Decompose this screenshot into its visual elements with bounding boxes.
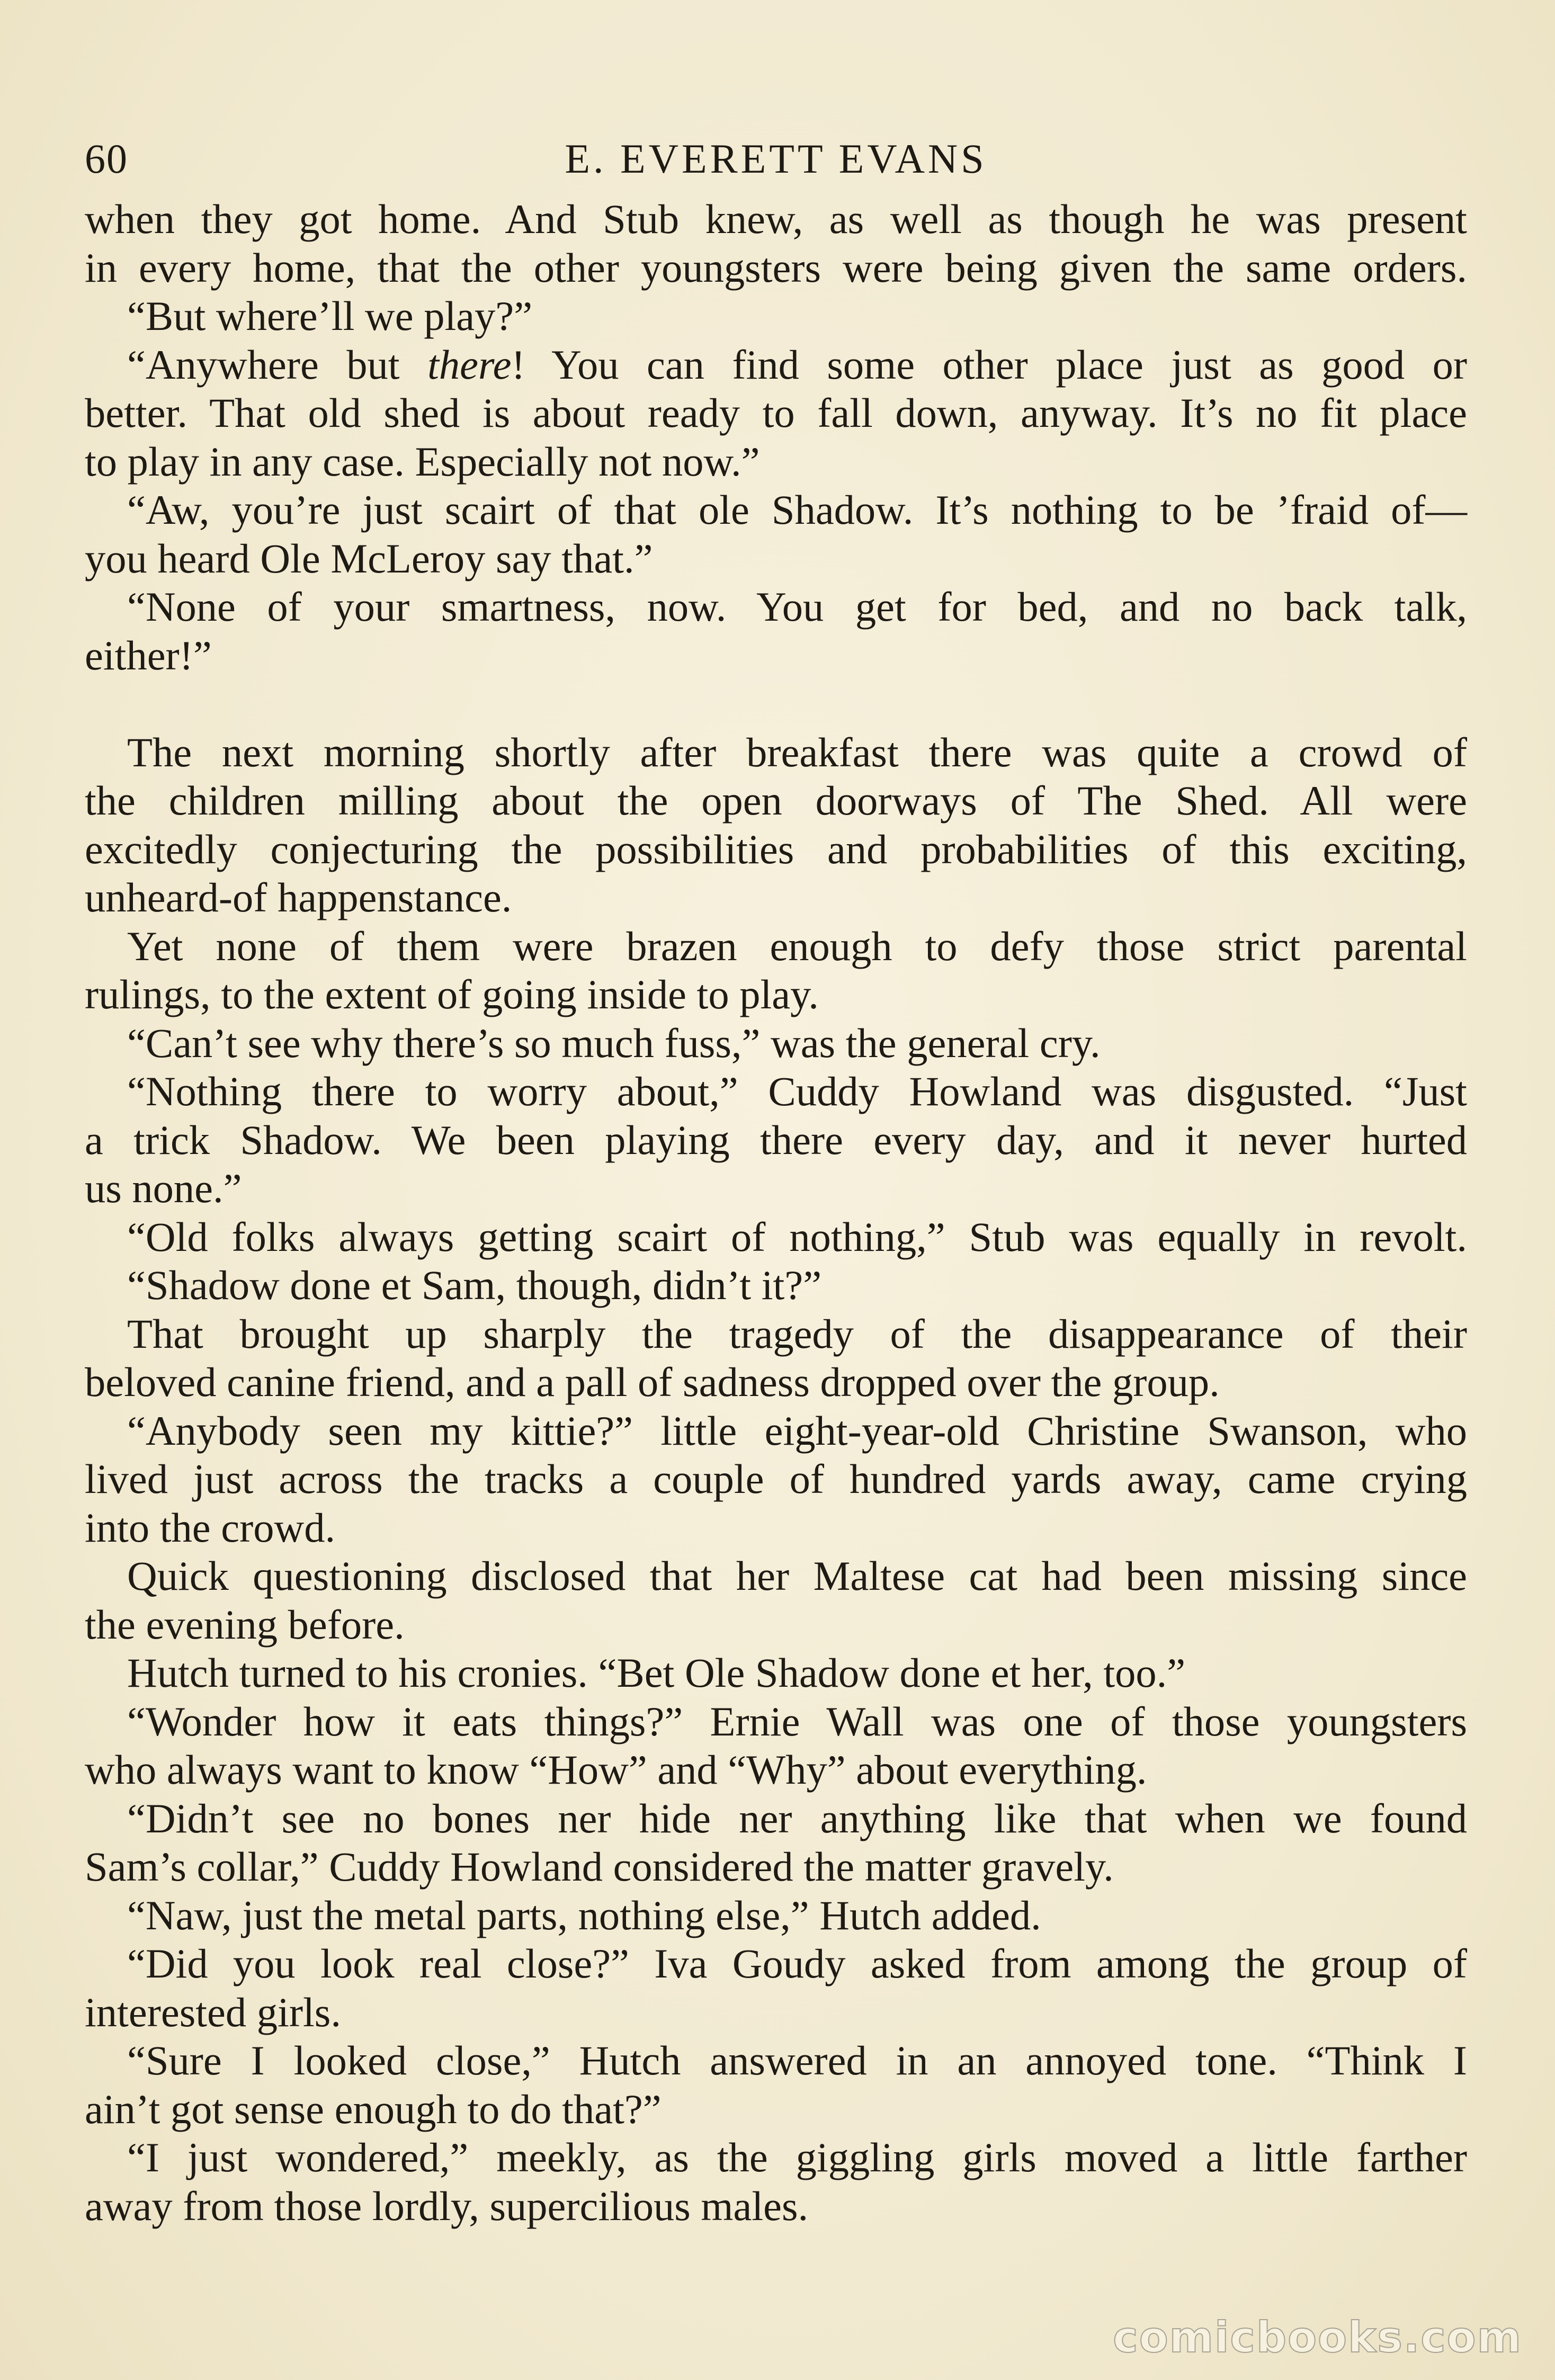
text-line: Quick questioning disclosed that her Maltese cat had been missing since xyxy=(127,1553,1467,1599)
text-line: “Aw, you’re just scairt of that ole Shadow. It’s nothing to be ’fraid of— xyxy=(127,487,1467,533)
text-line: Hutch turned to his cronies. “Bet Ole Shadow done et her, too.” xyxy=(127,1650,1186,1696)
italic-word: there xyxy=(427,341,512,388)
text-line: “But where’ll we play?” xyxy=(127,293,533,339)
text-line: “Old folks always getting scairt of nothing,” Stub was equally in revolt. xyxy=(127,1213,1467,1260)
text-line: “Did you look real close?” Iva Goudy asked from among the group of xyxy=(127,1940,1467,1987)
text-line: in every home, that the other youngsters were being given the same orders. xyxy=(85,244,1467,291)
text-segment: ! You can find some other place just as good or xyxy=(511,341,1467,388)
text-line: the children milling about the open doorways of The Shed. All were xyxy=(85,777,1467,824)
text-line: you heard Ole McLeroy say that.” xyxy=(85,535,653,581)
text-line: “Nothing there to worry about,” Cuddy Howland was disgusted. “Just xyxy=(127,1068,1467,1114)
page-number: 60 xyxy=(85,136,128,182)
text-line: “Shadow done et Sam, though, didn’t it?” xyxy=(127,1262,822,1308)
text-line: better. That old shed is about ready to fall down, anyway. It’s no fit place xyxy=(85,390,1467,436)
text-line: interested girls. xyxy=(85,1989,341,2035)
text-line: unheard-of happenstance. xyxy=(85,874,512,920)
section-break xyxy=(85,679,1467,728)
text-line: That brought up sharply the tragedy of the disappearance of their xyxy=(127,1310,1467,1357)
text-line: The next morning shortly after breakfast there was quite a crowd of xyxy=(127,729,1467,775)
text-line: “Naw, just the metal parts, nothing else,” Hutch added. xyxy=(127,1892,1041,1938)
text-line: “Wonder how it eats things?” Ernie Wall was one of those youngsters xyxy=(127,1698,1467,1744)
text-line: a trick Shadow. We been playing there every day, and it never hurted xyxy=(85,1116,1467,1163)
text-line: “I just wondered,” meekly, as the giggling girls moved a little farther xyxy=(127,2134,1467,2180)
watermark: comicbooks.com xyxy=(1113,2313,1522,2362)
text-line: into the crowd. xyxy=(85,1504,336,1551)
text-line: who always want to know “How” and “Why” about everything. xyxy=(85,1747,1147,1793)
text-line: either!” xyxy=(85,632,212,678)
text-line: “Can’t see why there’s so much fuss,” was the general cry. xyxy=(127,1019,1101,1066)
text-line: “None of your smartness, now. You get for bed, and no back talk, xyxy=(127,584,1467,630)
text-line: Sam’s collar,” Cuddy Howland considered the matter gravely. xyxy=(85,1844,1114,1890)
text-line: rulings, to the extent of going inside to play. xyxy=(85,971,819,1017)
text-line: us none.” xyxy=(85,1165,242,1211)
text-line: Yet none of them were brazen enough to defy those strict parental xyxy=(127,923,1467,969)
running-head: E. EVERETT EVANS xyxy=(565,136,987,182)
text-line xyxy=(85,341,1467,389)
text-line: the evening before. xyxy=(85,1601,405,1648)
text-line: away from those lordly, supercilious males. xyxy=(85,2182,809,2229)
page-header xyxy=(85,135,1467,185)
body-text xyxy=(85,195,1467,2230)
text-line: to play in any case. Especially not now.” xyxy=(85,438,760,485)
text-line: “Didn’t see no bones ner hide ner anything like that when we found xyxy=(127,1795,1467,1841)
text-line: excitedly conjecturing the possibilities and probabilities of this exciting, xyxy=(85,826,1467,872)
text-line: lived just across the tracks a couple of hundred yards away, came crying xyxy=(85,1456,1467,1502)
text-line: ain’t got sense enough to do that?” xyxy=(85,2086,662,2132)
text-line: beloved canine friend, and a pall of sadness dropped over the group. xyxy=(85,1359,1220,1405)
text-line: when they got home. And Stub knew, as well as though he was present xyxy=(85,196,1467,242)
text-line: “Sure I looked close,” Hutch answered in an annoyed tone. “Think I xyxy=(127,2037,1467,2083)
text-segment: “Anywhere but xyxy=(127,341,428,388)
text-line: “Anybody seen my kittie?” little eight-year-old Christine Swanson, who xyxy=(127,1407,1467,1454)
